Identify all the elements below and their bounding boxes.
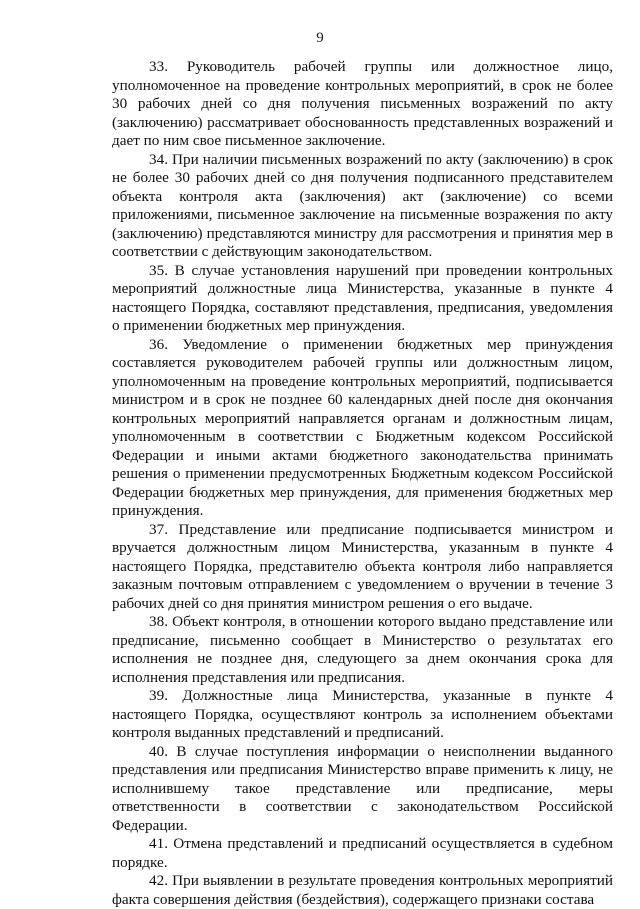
paragraph-40: 40. В случае поступления информации о неисполнении выданного представления или предписания Министерство вправе применить к лицу, не исполнившему такое представление или предписание, меры ответственности в соответствии с законодательством Российской Федерации. xyxy=(112,742,613,834)
paragraph-38: 38. Объект контроля, в отношении которого выдано представление или предписание, письменно сообщает в Министерство о результатах его исполнения не позднее дня, следующего за днем окончания срока для исполнения представления или предписания. xyxy=(112,613,613,686)
paragraph-37: 37. Представление или предписание подписывается министром и вручается должностным лицом Министерства, указанным в пункте 4 настоящего Порядка, представителю объекта контроля либо направляется заказным почтовым отправлением с уведомлением о вручении в течение 3 рабочих дней со дня принятия министром решения о его выдаче. xyxy=(112,520,613,612)
document-body xyxy=(112,58,613,909)
paragraph-35: 35. В случае установления нарушений при проведении контрольных мероприятий должностные лица Министерства, указанные в пункте 4 настоящего Порядка, составляют представления, предписания, уведомления о применении бюджетных мер принуждения. xyxy=(112,261,613,334)
paragraph-33: 33. Руководитель рабочей группы или должностное лицо, уполномоченное на проведение контрольных мероприятий, в срок не более 30 рабочих дней со дня получения письменных возражений по акту (заключению) рассматривает обоснованность представленных возражений и дает по ним свое письменное заключение. xyxy=(112,58,613,149)
paragraph-39: 39. Должностные лица Министерства, указанные в пункте 4 настоящего Порядка, осуществляют контроль за исполнением объектами контроля выданных представлений и предписаний. xyxy=(112,687,613,741)
paragraph-41: 41. Отмена представлений и предписаний осуществляется в судебном порядке. xyxy=(112,835,613,871)
paragraph-34: 34. При наличии письменных возражений по акту (заключению) в срок не более 30 рабочих дней со дня получения подписанного представителем объекта контроля акта (заключения) акт (заключение) со всеми приложениями, письменное заключение на письменные возражения по акту (заключению) представляются министру для рассмотрения и принятия мер в соответствии с действующим законодательством. xyxy=(112,150,613,260)
paragraph-36: 36. Уведомление о применении бюджетных мер принуждения составляется руководителем рабочей группы или должностным лицом, уполномоченным на проведение контрольных мероприятий, подписывается министром и в срок не позднее 60 календарных дней после дня окончания контрольных мероприятий направляется органам и должностным лицам, уполномоченным в соответствии с Бюджетным кодексом Российской Федерации и иными актами бюджетного законодательства принимать решения о применении предусмотренных Бюджетным кодексом Российской Федерации бюджетных мер принуждения, для применения бюджетных мер принуждения. xyxy=(112,335,613,519)
page-number: 9 xyxy=(316,30,324,46)
paragraph-42: 42. При выявлении в результате проведения контрольных мероприятий факта совершения действия (бездействия), содержащего признаки состава xyxy=(112,872,613,908)
